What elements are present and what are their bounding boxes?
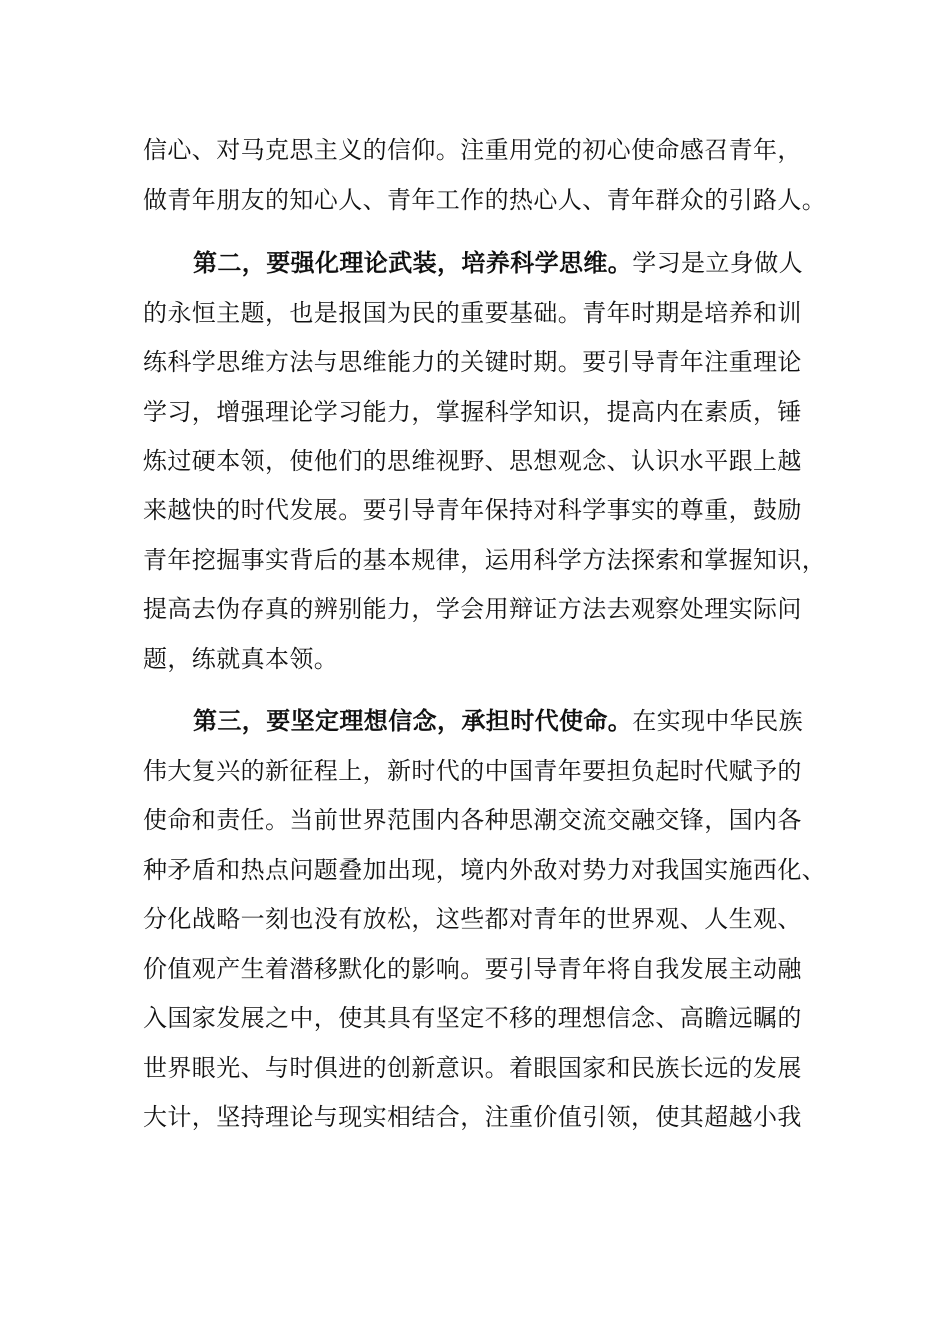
paragraph-text: 学习是立身做人	[632, 249, 804, 277]
paragraph-line: 青年挖掘事实背后的基本规律，运用科学方法探索和掌握知识，	[143, 546, 827, 574]
paragraph-text: 在实现中华民族	[632, 707, 804, 735]
section-heading: 第二，要强化理论武装，培养科学思维。	[193, 249, 633, 277]
paragraph-line: 世界眼光、与时俱进的创新意识。着眼国家和民族长远的发展	[143, 1054, 802, 1082]
paragraph-line: 大计，坚持理论与现实相结合，注重价值引领，使其超越小我	[143, 1103, 802, 1131]
paragraph-line: 炼过硬本领，使他们的思维视野、思想观念、认识水平跟上越	[143, 447, 802, 475]
paragraph-line: 入国家发展之中，使其具有坚定不移的理想信念、高瞻远瞩的	[143, 1004, 802, 1032]
paragraph-first-line	[193, 705, 803, 737]
paragraph-line: 分化战略一刻也没有放松，这些都对青年的世界观、人生观、	[143, 905, 802, 933]
section-heading: 第三，要坚定理想信念，承担时代使命。	[193, 707, 633, 735]
paragraph-line: 使命和责任。当前世界范围内各种思潮交流交融交锋，国内各	[143, 806, 802, 834]
paragraph-line: 价值观产生着潜移默化的影响。要引导青年将自我发展主动融	[143, 955, 802, 983]
paragraph-line: 信心、对马克思主义的信仰。注重用党的初心使命感召青年，	[143, 136, 802, 164]
paragraph-line: 伟大复兴的新征程上，新时代的中国青年要担负起时代赋予的	[143, 757, 802, 785]
paragraph-line: 的永恒主题，也是报国为民的重要基础。青年时期是培养和训	[143, 299, 802, 327]
paragraph-line: 题，练就真本领。	[143, 645, 339, 673]
paragraph-line: 来越快的时代发展。要引导青年保持对科学事实的尊重，鼓励	[143, 496, 802, 524]
paragraph-line: 种矛盾和热点问题叠加出现，境内外敌对势力对我国实施西化、	[143, 856, 827, 884]
paragraph-line: 做青年朋友的知心人、青年工作的热心人、青年群众的引路人。	[143, 186, 827, 214]
paragraph-line: 学习，增强理论学习能力，掌握科学知识，提高内在素质，锤	[143, 398, 802, 426]
paragraph-line: 练科学思维方法与思维能力的关键时期。要引导青年注重理论	[143, 348, 802, 376]
paragraph-line: 提高去伪存真的辨别能力，学会用辩证方法去观察处理实际问	[143, 595, 802, 623]
paragraph-first-line	[193, 247, 803, 279]
